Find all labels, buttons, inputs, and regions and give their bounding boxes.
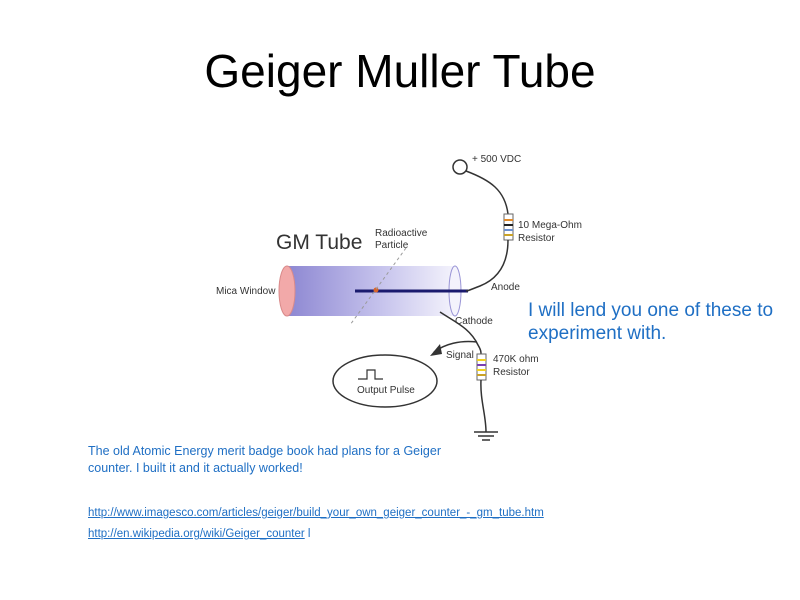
imagesco-link[interactable]: http://www.imagesco.com/articles/geiger/build_your_own_geiger_counter_-_gm_tube.htm [88,507,544,519]
anode-label: Anode [491,282,520,293]
ground-lead [481,380,486,432]
resistor1-band [504,229,513,231]
link-row [88,505,544,521]
wikipedia-link[interactable]: http://en.wikipedia.org/wiki/Geiger_counter [88,528,305,541]
signal-label: Signal [446,350,474,361]
particle-label: Radioactive [375,228,428,239]
link-suffix: l [307,528,311,541]
callout-text: I will lend you one of these to experiment with. [528,300,774,344]
resistor2-band [477,369,486,371]
resistor2-band [477,374,486,376]
reference-links [88,505,544,547]
resistor1-sub: Resistor [518,233,555,244]
voltage-terminal [453,160,467,174]
output-pulse-ellipse [333,355,437,407]
resistor1-label: 10 Mega-Ohm [518,220,582,231]
supply-wire [466,171,508,214]
mica-label: Mica Window [216,286,276,297]
resistor1-band [504,224,513,226]
voltage-label: + 500 VDC [472,154,522,165]
resistor2-label: 470K ohm [493,354,539,365]
resistor2-sub: Resistor [493,367,530,378]
resistor2-band [477,359,486,361]
note-text: The old Atomic Energy merit badge book had plans for a Geiger counter. I built it and it actually worked! [88,444,441,475]
resistor1-band [504,234,513,236]
resistor-470k-ohm [477,354,486,380]
tube-label: GM Tube [276,231,363,254]
resistor-10-mega-ohm [504,214,513,240]
signal-arrowhead [430,344,442,356]
output-pulse-label: Output Pulse [357,385,415,396]
link-row [88,526,544,542]
cathode-label: Cathode [455,316,493,327]
particle-sub: Particle [375,240,409,251]
resistor1-band [504,219,513,221]
slide-title: Geiger Muller Tube [204,45,596,97]
resistor2-band [477,364,486,366]
mica-window [279,266,295,316]
